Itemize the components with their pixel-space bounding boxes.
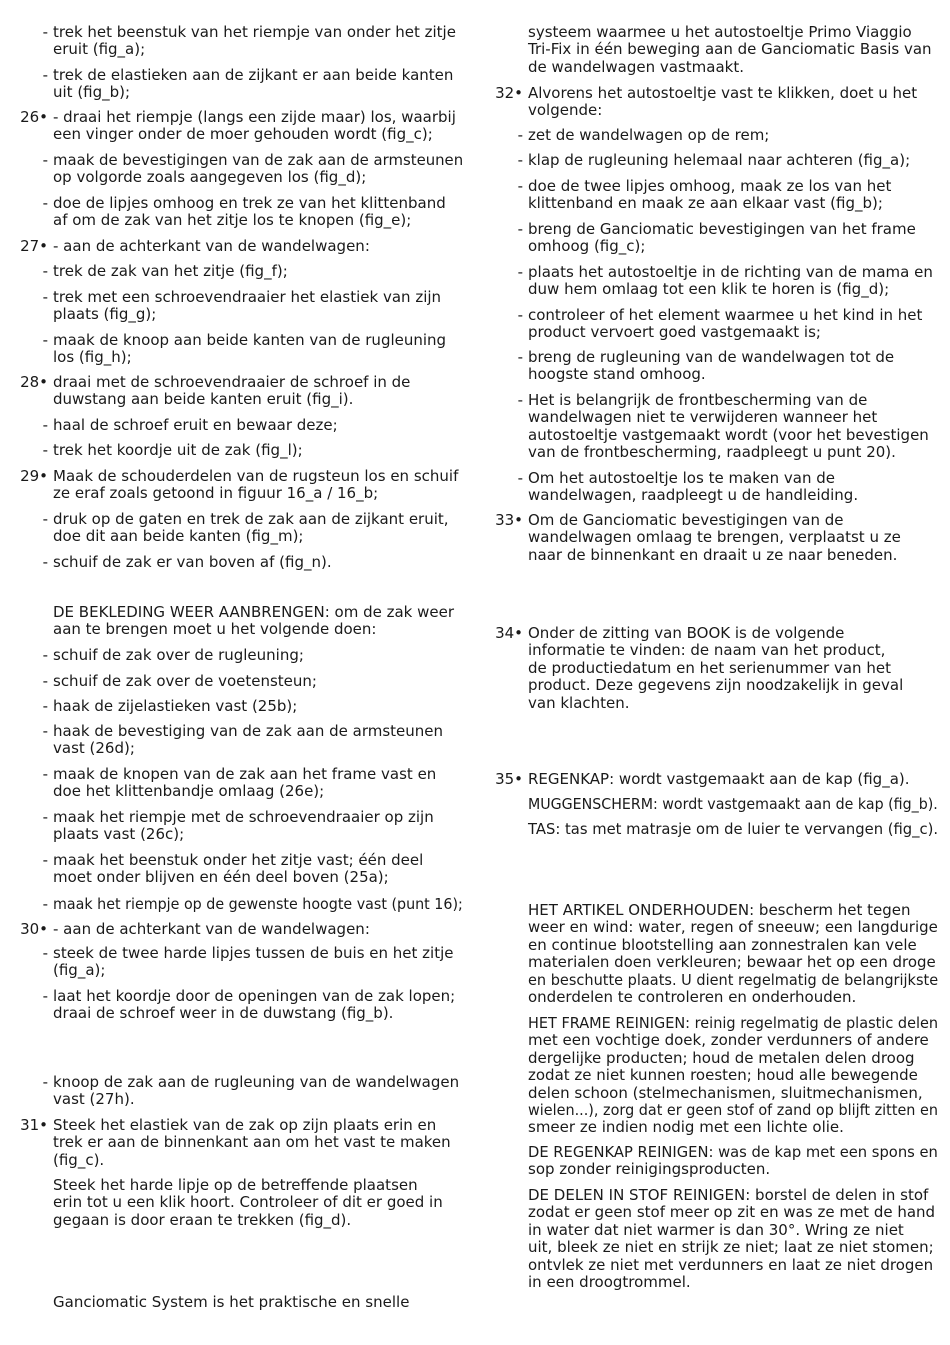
list-item <box>0 647 475 664</box>
item-text <box>53 604 475 639</box>
bullet-dash: - <box>517 263 523 281</box>
text-line: doe dit aan beide kanten (fig_m); <box>53 527 304 546</box>
text-line: DE DELEN IN STOF REINIGEN: borstel de delen in stof <box>528 1186 929 1204</box>
text-line: maak de knoop aan beide kanten van de rugleuning <box>53 331 447 349</box>
text-line: schuif de zak er van boven af (fig_n). <box>53 553 332 571</box>
step-number: 35• <box>495 770 523 788</box>
bullet-dash: - <box>517 151 523 169</box>
text-line: HET FRAME REINIGEN: reinig regelmatig de plastic delen <box>528 1014 939 1032</box>
list-item <box>0 468 475 503</box>
step-number: 27• <box>20 237 48 255</box>
item-text <box>528 127 950 144</box>
text-line: - aan de achterkant van de wandelwagen: <box>53 920 370 938</box>
paragraph <box>0 604 475 639</box>
bullet-dash: - <box>42 416 48 434</box>
text-line: schuif de zak over de rugleuning; <box>53 646 304 664</box>
text-line: draai de schroef weer in de duwstang (fig_b). <box>53 1004 394 1023</box>
text-line: doe de lipjes omhoog en trek ze van het klittenband <box>53 194 446 212</box>
text-line: Steek het elastiek van de zak op zijn plaats erin en <box>53 1116 437 1134</box>
text-line: hoogste stand omhoog. <box>528 365 706 384</box>
text-line: Om de Ganciomatic bevestigingen van de <box>528 511 844 529</box>
text-line: haak de zijelastieken vast (25b); <box>53 697 298 715</box>
list-item <box>0 945 475 980</box>
step-number: 26• <box>20 108 48 126</box>
item-text <box>53 152 475 187</box>
bullet-dash: - <box>42 808 48 826</box>
item-text <box>53 698 475 715</box>
item-text <box>528 470 950 505</box>
list-item <box>0 195 475 230</box>
text-line: DE BEKLEDING WEER AANBRENGEN: om de zak weer <box>53 603 455 621</box>
text-line: los (fig_h); <box>53 348 132 367</box>
text-line: gegaan is door eraan te trekken (fig_d). <box>53 1210 352 1229</box>
text-line: materialen doen verkleuren; bewaar het op een droge <box>528 953 936 972</box>
list-item <box>475 152 950 169</box>
bullet-dash: - <box>42 944 48 962</box>
text-line: doe de twee lipjes omhoog, maak ze los van het <box>528 177 892 195</box>
item-text <box>528 349 950 384</box>
list-item <box>0 152 475 187</box>
bullet-dash: - <box>42 722 48 740</box>
text-line: van de frontbescherming, raadpleegt u punt 20). <box>528 443 896 462</box>
text-line: dergelijke producten; houd de metalen delen droog <box>528 1048 915 1067</box>
text-line: delen schoon (stelmechanismen, sluitmechanismen, <box>528 1083 923 1102</box>
text-line: ze eraf zoals getoond in figuur 16_a / 16_b; <box>53 484 379 503</box>
item-text <box>528 264 950 299</box>
text-line: maak het riempje met de schroevendraaier op zijn <box>53 808 434 826</box>
text-line: breng de rugleuning van de wandelwagen tot de <box>528 348 895 366</box>
item-text <box>528 221 950 256</box>
item-text <box>528 1015 950 1137</box>
text-line: druk op de gaten en trek de zak aan de zijkant eruit, <box>53 510 449 528</box>
step-number: 28• <box>20 373 48 391</box>
item-text <box>53 468 475 503</box>
text-line: - draai het riempje (langs een zijde maar) los, waarbij <box>53 108 456 126</box>
list-item <box>0 289 475 324</box>
text-line: knoop de zak aan de rugleuning van de wandelwagen <box>53 1073 460 1091</box>
item-text <box>53 809 475 844</box>
bullet-dash: - <box>42 1073 48 1091</box>
item-text <box>53 442 475 459</box>
bullet-dash: - <box>42 331 48 349</box>
text-line: met een vochtige doek, zonder verdunners of andere <box>528 1031 929 1050</box>
list-item <box>0 698 475 715</box>
item-text <box>528 152 950 169</box>
item-text <box>528 1144 950 1179</box>
item-text <box>528 178 950 213</box>
item-text <box>53 332 475 367</box>
item-text <box>528 771 950 788</box>
text-line: Alvorens het autostoeltje vast te klikken, doet u het <box>528 84 918 102</box>
text-line: Maak de schouderdelen van de rugsteun los en schuif <box>53 467 459 485</box>
text-line: uit, bleek ze niet en strijk ze niet; laat ze niet stomen; <box>528 1238 934 1257</box>
text-line: systeem waarmee u het autostoeltje Primo Viaggio <box>528 23 912 41</box>
list-item <box>0 554 475 571</box>
text-line: af om de zak van het zitje los te knopen (fig_e); <box>53 211 412 230</box>
item-text <box>528 902 950 1006</box>
text-line: haal de schroef eruit en bewaar deze; <box>53 416 338 434</box>
list-item <box>0 921 475 938</box>
text-line: zodat er geen stof meer op zit en was ze met de hand <box>528 1203 936 1222</box>
item-text <box>53 1177 475 1229</box>
list-item <box>0 1117 475 1169</box>
text-line: controleer of het element waarmee u het kind in het <box>528 306 923 324</box>
item-text <box>53 1117 475 1169</box>
paragraph <box>475 1015 950 1137</box>
text-line: draai met de schroevendraaier de schroef in de <box>53 373 411 391</box>
text-line: duw hem omlaag tot een klik te horen is (fig_d); <box>528 280 890 299</box>
list-item <box>475 625 950 712</box>
text-line: product vervoert goed vastgemaakt is; <box>528 323 821 342</box>
list-item <box>475 470 950 505</box>
text-line: trek met een schroevendraaier het elastiek van zijn <box>53 288 442 306</box>
text-line: Onder de zitting van BOOK is de volgende <box>528 624 845 642</box>
list-item <box>0 1074 475 1109</box>
item-text <box>528 85 950 120</box>
item-text <box>528 796 950 813</box>
item-text <box>53 263 475 280</box>
text-line: volgende: <box>528 101 603 120</box>
text-line: een vinger onder de moer gehouden wordt (fig_c); <box>53 125 433 144</box>
item-text <box>53 1294 475 1311</box>
text-line: haak de bevestiging van de zak aan de armsteunen <box>53 722 444 740</box>
item-text <box>53 766 475 801</box>
text-line: trek de zak van het zitje (fig_f); <box>53 262 288 280</box>
text-line: Tri-Fix in één beweging aan de Ganciomatic Basis van <box>528 40 932 59</box>
list-item <box>0 988 475 1023</box>
item-text <box>53 289 475 324</box>
item-text <box>53 896 475 913</box>
item-text <box>528 512 950 564</box>
text-line: duwstang aan beide kanten eruit (fig_i). <box>53 390 354 409</box>
item-text <box>53 67 475 102</box>
paragraph <box>475 24 950 76</box>
item-text <box>528 1187 950 1291</box>
text-line: en beschutte plaats. U dient regelmatig de belangrijkste <box>528 970 939 989</box>
step-number: 29• <box>20 467 48 485</box>
text-line: omhoog (fig_c); <box>528 237 646 256</box>
text-line: plaats vast (26c); <box>53 825 185 844</box>
paragraph <box>475 1144 950 1179</box>
item-text <box>53 511 475 546</box>
paragraph <box>0 1177 475 1229</box>
bullet-dash: - <box>42 151 48 169</box>
bullet-dash: - <box>42 510 48 528</box>
text-line: Het is belangrijk de frontbescherming van de <box>528 391 868 409</box>
list-item <box>475 349 950 384</box>
item-text <box>53 417 475 434</box>
text-line: doe het klittenbandje omlaag (26e); <box>53 782 325 801</box>
text-line: Ganciomatic System is het praktische en snelle <box>53 1293 410 1311</box>
list-item <box>475 392 950 462</box>
text-line: ontvlek ze niet met verdunners en laat ze niet drogen <box>528 1255 934 1274</box>
bullet-dash: - <box>517 177 523 195</box>
text-line: Steek het harde lipje op de betreffende plaatsen <box>53 1176 418 1194</box>
item-text <box>53 921 475 938</box>
item-text <box>53 945 475 980</box>
paragraph <box>475 902 950 1006</box>
text-line: aan te brengen moet u het volgende doen: <box>53 620 377 639</box>
text-line: steek de twee harde lipjes tussen de buis en het zitje <box>53 944 454 962</box>
text-line: plaats het autostoeltje in de richting van de mama en <box>528 263 933 281</box>
item-text <box>53 109 475 144</box>
bullet-dash: - <box>517 306 523 324</box>
text-line: trek het koordje uit de zak (fig_l); <box>53 441 303 459</box>
list-item <box>0 809 475 844</box>
item-text <box>528 307 950 342</box>
list-item <box>0 263 475 280</box>
text-line: smeer ze indien nodig met een lichte olie. <box>528 1118 844 1137</box>
text-line: MUGGENSCHERM: wordt vastgemaakt aan de kap (fig_b). <box>528 795 938 813</box>
item-text <box>53 1074 475 1109</box>
text-line: informatie te vinden: de naam van het product, <box>528 641 886 660</box>
paragraph <box>475 796 950 813</box>
text-line: wandelwagen omlaag te brengen, verplaatst u ze <box>528 528 901 547</box>
text-line: DE REGENKAP REINIGEN: was de kap met een spons en <box>528 1143 938 1161</box>
list-item <box>475 771 950 788</box>
text-line: - aan de achterkant van de wandelwagen: <box>53 237 370 255</box>
bullet-dash: - <box>517 469 523 487</box>
text-line: plaats (fig_g); <box>53 305 157 324</box>
step-number: 32• <box>495 84 523 102</box>
text-line: op volgorde zoals aangegeven los (fig_d); <box>53 168 367 187</box>
step-number: 31• <box>20 1116 48 1134</box>
bullet-dash: - <box>42 441 48 459</box>
text-line: uit (fig_b); <box>53 83 131 102</box>
list-item <box>0 852 475 887</box>
item-text <box>53 374 475 409</box>
text-line: naar de binnenkant en draait u ze naar beneden. <box>528 545 898 564</box>
item-text <box>528 392 950 462</box>
list-item <box>475 512 950 564</box>
text-line: sop zonder reinigingsproducten. <box>528 1160 771 1179</box>
text-line: eruit (fig_a); <box>53 40 146 59</box>
text-line: wielen...), zorg dat er geen stof of zand op blijft zitten en <box>528 1101 938 1120</box>
list-item <box>0 332 475 367</box>
text-line: Om het autostoeltje los te maken van de <box>528 469 836 487</box>
list-item <box>0 511 475 546</box>
list-item <box>0 723 475 758</box>
list-item <box>0 766 475 801</box>
text-line: in een droogtrommel. <box>528 1273 691 1292</box>
text-line: (fig_c). <box>53 1150 105 1169</box>
text-line: de wandelwagen vastmaakt. <box>528 57 744 76</box>
text-line: laat het koordje door de openingen van de zak lopen; <box>53 987 456 1005</box>
list-item <box>0 896 475 913</box>
text-line: REGENKAP: wordt vastgemaakt aan de kap (fig_a). <box>528 770 910 788</box>
item-text <box>528 821 950 838</box>
bullet-dash: - <box>42 851 48 869</box>
text-line: (fig_a); <box>53 961 106 980</box>
list-item <box>475 221 950 256</box>
item-text <box>53 988 475 1023</box>
list-item <box>0 238 475 255</box>
list-item <box>475 178 950 213</box>
step-number: 34• <box>495 624 523 642</box>
item-text <box>528 625 950 712</box>
text-line: zodat ze niet kunnen roesten; houd alle bewegende <box>528 1066 918 1085</box>
item-text <box>53 554 475 571</box>
bullet-dash: - <box>42 646 48 664</box>
text-line: autostoeltje vastgemaakt wordt (voor het bevestigen <box>528 425 929 444</box>
text-line: maak de bevestigingen van de zak aan de armsteunen <box>53 151 464 169</box>
item-text <box>53 238 475 255</box>
list-item <box>0 24 475 59</box>
text-line: breng de Ganciomatic bevestigingen van het frame <box>528 220 916 238</box>
bullet-dash: - <box>517 348 523 366</box>
text-line: wandelwagen niet te verwijderen wanneer het <box>528 408 878 427</box>
text-line: maak het beenstuk onder het zitje vast; één deel <box>53 851 424 869</box>
item-text <box>53 195 475 230</box>
list-item <box>0 67 475 102</box>
bullet-dash: - <box>42 553 48 571</box>
bullet-dash: - <box>517 391 523 409</box>
bullet-dash: - <box>42 288 48 306</box>
list-item <box>0 673 475 690</box>
text-line: maak de knopen van de zak aan het frame vast en <box>53 765 437 783</box>
bullet-dash: - <box>42 262 48 280</box>
text-line: trek het beenstuk van het riempje van onder het zitje <box>53 23 456 41</box>
paragraph <box>475 1187 950 1291</box>
item-text <box>53 647 475 664</box>
list-item <box>0 374 475 409</box>
bullet-dash: - <box>42 765 48 783</box>
text-line: product. Deze gegevens zijn noodzakelijk in geval <box>528 676 904 695</box>
bullet-dash: - <box>42 66 48 84</box>
text-line: trek de elastieken aan de zijkant er aan beide kanten <box>53 66 454 84</box>
bullet-dash: - <box>42 672 48 690</box>
text-line: in water dat niet warmer is dan 30°. Wring ze niet <box>528 1220 904 1239</box>
step-number: 30• <box>20 920 48 938</box>
step-number: 33• <box>495 511 523 529</box>
list-item <box>475 264 950 299</box>
text-line: onderdelen te controleren en onderhouden. <box>528 988 857 1007</box>
bullet-dash: - <box>42 23 48 41</box>
text-line: klap de rugleuning helemaal naar achteren (fig_a); <box>528 151 911 169</box>
bullet-dash: - <box>42 987 48 1005</box>
item-text <box>53 673 475 690</box>
list-item <box>475 307 950 342</box>
text-line: TAS: tas met matrasje om de luier te vervangen (fig_c). <box>528 820 939 838</box>
text-line: en continue blootstelling aan zonnestralen kan vele <box>528 935 917 954</box>
paragraph <box>0 1294 475 1311</box>
text-line: zet de wandelwagen op de rem; <box>528 126 770 144</box>
bullet-dash: - <box>517 220 523 238</box>
item-text <box>528 24 950 76</box>
text-line: wandelwagen, raadpleegt u de handleiding. <box>528 486 859 505</box>
text-line: maak het riempje op de gewenste hoogte vast (punt 16); <box>53 895 463 913</box>
text-line: vast (26d); <box>53 739 135 758</box>
bullet-dash: - <box>517 126 523 144</box>
text-line: erin tot u een klik hoort. Controleer of dit er goed in <box>53 1193 443 1212</box>
list-item <box>475 127 950 144</box>
bullet-dash: - <box>42 194 48 212</box>
text-line: van klachten. <box>528 693 630 712</box>
text-line: vast (27h). <box>53 1090 135 1109</box>
paragraph <box>475 821 950 838</box>
text-line: schuif de zak over de voetensteun; <box>53 672 317 690</box>
text-line: trek er aan de binnenkant aan om het vast te maken <box>53 1133 451 1152</box>
text-line: HET ARTIKEL ONDERHOUDEN: bescherm het tegen <box>528 901 911 919</box>
text-line: weer en wind: water, regen of sneeuw; een langdurige <box>528 918 938 937</box>
bullet-dash: - <box>42 895 48 913</box>
text-line: de productiedatum en het serienummer van het <box>528 658 891 677</box>
item-text <box>53 24 475 59</box>
list-item <box>0 442 475 459</box>
bullet-dash: - <box>42 697 48 715</box>
item-text <box>53 852 475 887</box>
item-text <box>53 723 475 758</box>
list-item <box>0 417 475 434</box>
text-line: klittenband en maak ze aan elkaar vast (fig_b); <box>528 194 883 213</box>
text-line: moet onder blijven en één deel boven (25a); <box>53 868 389 887</box>
list-item <box>475 85 950 120</box>
list-item <box>0 109 475 144</box>
